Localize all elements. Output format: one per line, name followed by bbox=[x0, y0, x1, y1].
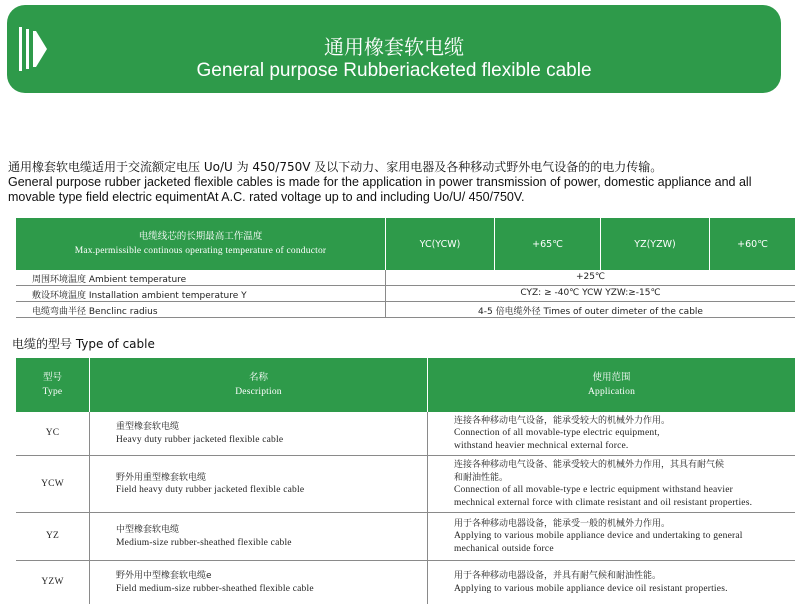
app-line: Applying to various mobile appliance device oil resistant properties. bbox=[454, 583, 728, 594]
app-line: Connection of all movable-type e lectric equipment withstand heavier bbox=[454, 485, 733, 495]
desc-en: Field heavy duty rubber jacketed flexible cable bbox=[116, 485, 305, 495]
app-line: 和耐油性能。 bbox=[454, 472, 509, 483]
app-line: Applying to various mobile appliance device and undertaking to general bbox=[454, 531, 743, 542]
app-line: 连接各种移动电气设备，能承受较大的机械外力作用。 bbox=[454, 415, 671, 426]
desc-en: Field medium-size rubber-sheathed flexible cable bbox=[116, 583, 314, 594]
cable-type-table-header bbox=[16, 358, 795, 412]
cable-application bbox=[454, 412, 794, 455]
head-description bbox=[90, 358, 427, 412]
page-title-cn: 通用橡套软电缆 bbox=[324, 35, 464, 59]
desc-cn: 中型橡套软电缆 bbox=[116, 525, 180, 535]
row-label: 周围环境温度 Ambient temperature bbox=[32, 275, 187, 285]
row-label: 敷设环境温度 Installation ambient temperature Y bbox=[32, 291, 247, 301]
desc-cn: 重型橡套软电缆 bbox=[116, 422, 180, 432]
intro-text bbox=[8, 160, 794, 205]
app-line: mechanical outside force bbox=[454, 543, 554, 554]
row-value: CYZ: ≥ -40℃ YCW YZW:≥-15℃ bbox=[520, 288, 661, 298]
temp-header-cn: 电缆线芯的长期最高工作温度 bbox=[138, 231, 263, 242]
head-type-en: Type bbox=[42, 387, 63, 397]
table-row bbox=[16, 561, 795, 604]
cable-type-table bbox=[16, 358, 795, 604]
app-line: 连接各种移动电气设备、能承受较大的机械外力作用，其具有耐气候 bbox=[454, 460, 725, 470]
app-line: 用于各种移动电器设备，并具有耐气候和耐油性能。 bbox=[454, 571, 662, 581]
desc-en: Medium-size rubber-sheathed flexible cable bbox=[116, 537, 292, 548]
head-application bbox=[428, 358, 795, 412]
page-title-en: General purpose Rubberiacketed flexible cable bbox=[196, 60, 592, 81]
cable-description bbox=[116, 412, 283, 455]
section-title: 电缆的型号 Type of cable bbox=[12, 337, 155, 351]
row-value: +25℃ bbox=[575, 272, 606, 282]
app-line: mechnical external force with climate resistant and oil resistant properties. bbox=[454, 497, 753, 508]
app-line: Connection of all movable-type electric equipment, bbox=[454, 428, 660, 439]
head-app-cn: 使用范围 bbox=[592, 372, 631, 383]
head-app-en: Application bbox=[587, 387, 636, 397]
desc-cn: 野外用中型橡套软电缆e bbox=[116, 571, 212, 581]
temp-header-en: Max.permissible continous operating temperature of conductor bbox=[74, 246, 327, 256]
head-desc-cn: 名称 bbox=[248, 372, 268, 383]
intro-en-line2: movable type field electric equimentAt A.C. rated voltage up to and including Uo/U/ 450/750V. bbox=[8, 190, 525, 204]
cable-type: YZ bbox=[45, 531, 60, 542]
temp-col-yc-value: +65℃ bbox=[532, 238, 563, 250]
head-type bbox=[16, 358, 89, 412]
table-row bbox=[16, 286, 795, 302]
intro-cn: 通用橡套软电缆适用于交流额定电压 Uo/U 为 450/750V 及以下动力、家用电器及各种移动式野外电气设备的的电力传输。 bbox=[8, 160, 663, 174]
temp-header-label bbox=[16, 218, 385, 270]
head-desc-en: Description bbox=[235, 387, 282, 397]
intro-en-line1: General purpose rubber jacketed flexible cables is made for the application in power transmission of power, domestic appliance and all bbox=[8, 175, 752, 189]
cable-type: YC bbox=[45, 428, 60, 439]
head-type-cn: 型号 bbox=[42, 372, 62, 383]
temp-col-yc: YC(YCW) bbox=[419, 238, 461, 250]
cable-description bbox=[116, 513, 292, 560]
desc-cn: 野外用重型橡套软电缆 bbox=[116, 472, 207, 483]
table-row bbox=[16, 513, 795, 561]
table-row bbox=[16, 302, 795, 318]
temperature-table-header bbox=[16, 218, 795, 270]
temp-col-yz-value: +60℃ bbox=[737, 238, 768, 250]
row-value: 4-5 倍电缆外径 Times of outer dimeter of the cable bbox=[478, 307, 703, 317]
cable-type: YZW bbox=[41, 577, 64, 588]
desc-en: Heavy duty rubber jacketed flexible cable bbox=[116, 434, 284, 445]
table-row bbox=[16, 270, 795, 286]
cable-description bbox=[116, 561, 314, 604]
row-label: 电缆弯曲半径 Benclinc radius bbox=[32, 307, 158, 317]
temp-col-yz: YZ(YZW) bbox=[634, 238, 676, 250]
cable-application bbox=[454, 456, 794, 512]
cable-application bbox=[454, 561, 794, 604]
table-row bbox=[16, 456, 795, 513]
temperature-table bbox=[16, 218, 795, 318]
app-line: 用于各种移动电器设备，能承受一般的机械外力作用。 bbox=[454, 518, 671, 529]
header-banner bbox=[7, 5, 781, 93]
app-line: withstand heavier mechnical external force. bbox=[454, 440, 629, 451]
cable-application bbox=[454, 513, 794, 560]
table-row bbox=[16, 412, 795, 456]
cable-description bbox=[116, 456, 304, 512]
cable-type: YCW bbox=[41, 478, 64, 489]
